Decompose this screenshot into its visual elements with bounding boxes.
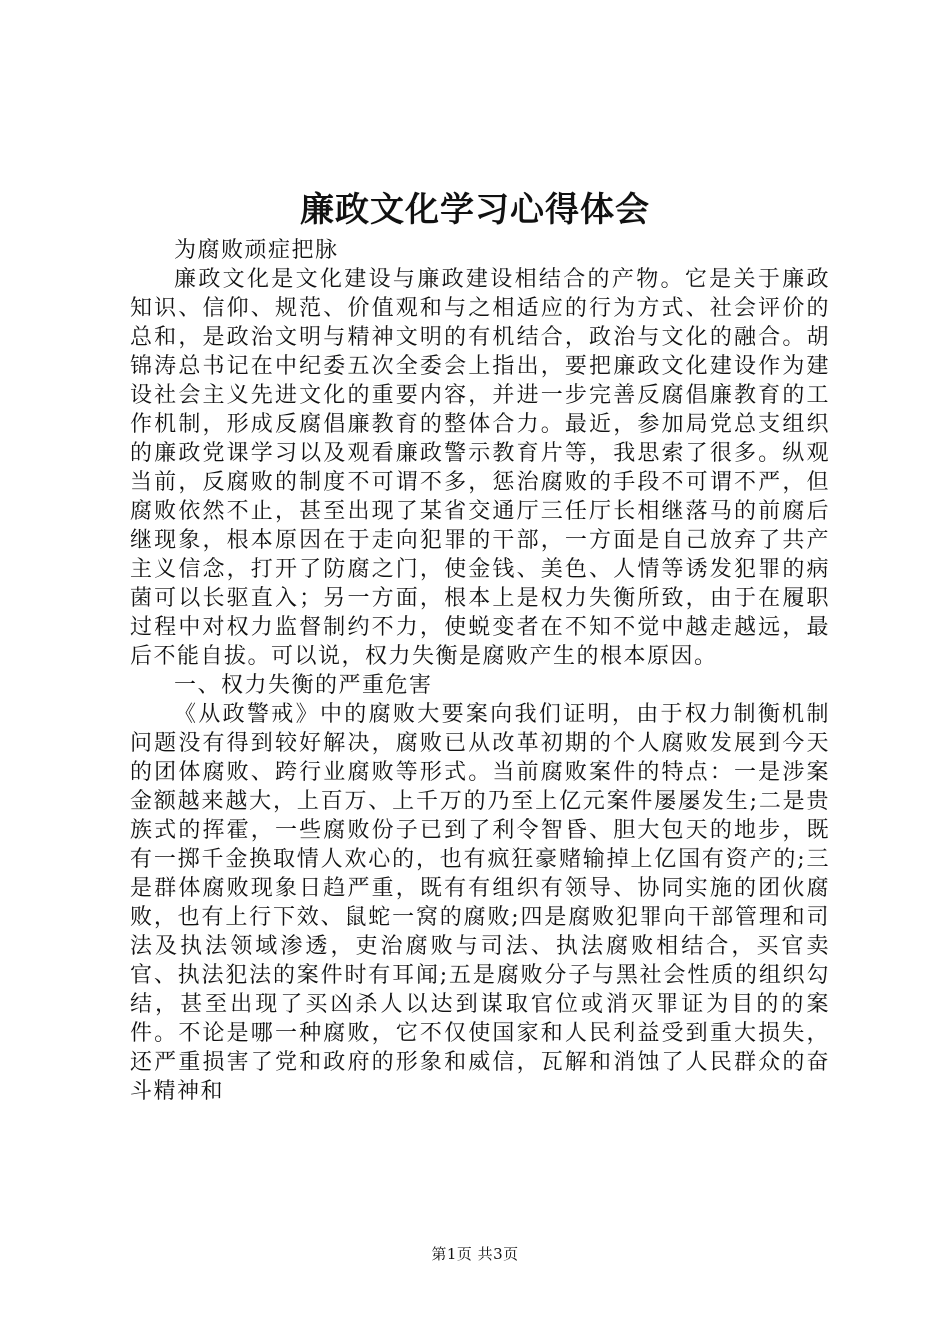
intro-paragraph: 廉政文化是文化建设与廉政建设相结合的产物。它是关于廉政知识、信仰、规范、价值观和与之相适应的行为方式、社会评价的总和，是政治文明与精神文明的有机结合，政治与文化的融合。胡锦涛总书记在中纪委五次全委会上指出，要把廉政文化建设作为建设社会主义先进文化的重要内容，并进一步完善反腐倡廉教育的工作机制，形成反腐倡廉教育的整体合力。最近，参加局党总支组织的廉政党课学习以及观看廉政警示教育片等，我思索了很多。纵观当前，反腐败的制度不可谓不多，惩治腐败的手段不可谓不严，但腐败依然不止，甚至出现了某省交通厅三任厅长相继落马的前腐后继现象，根本原因在于走向犯罪的干部，一方面是自己放弃了共产主义信念，打开了防腐之门，使金钱、美色、人情等诱发犯罪的病菌可以长驱直入；另一方面，根本上是权力失衡所致，由于在履职过程中对权力监督制约不力，使蜕变者在不知不觉中越走越远，最后不能自拔。可以说，权力失衡是腐败产生的根本原因。 (130, 267, 830, 669)
document-body (130, 236, 830, 1106)
document-subtitle: 为腐败顽症把脉 (174, 238, 339, 263)
page-number-footer: 第1页 共3页 (431, 1245, 519, 1263)
section-heading: 一、权力失衡的严重危害 (174, 673, 433, 698)
section-paragraph: 《从政警戒》中的腐败大要案向我们证明，由于权力制衡机制问题没有得到较好解决，腐败已从改革初期的个人腐败发展到今天的团体腐败、跨行业腐败等形式。当前腐败案件的特点：一是涉案金额越来越大，上百万、上千万的乃至上亿元案件屡屡发生;二是贵族式的挥霍，一些腐败份子已到了利令智昏、胆大包天的地步，既有一掷千金换取情人欢心的，也有疯狂豪赌输掉上亿国有资产的;三是群体腐败现象日趋严重，既有有组织有领导、协同实施的团伙腐败，也有上行下效、鼠蛇一窝的腐败;四是腐败犯罪向干部管理和司法及执法领域渗透，吏治腐败与司法、执法腐败相结合，买官卖官、执法犯法的案件时有耳闻;五是腐败分子与黑社会性质的组织勾结，甚至出现了买凶杀人以达到谋取官位或消灭罪证为目的的案件。不论是哪一种腐败，它不仅使国家和人民利益受到重大损失，还严重损害了党和政府的形象和威信，瓦解和消蚀了人民群众的奋斗精神和 (130, 702, 830, 1104)
document-title: 廉政文化学习心得体会 (300, 190, 650, 230)
